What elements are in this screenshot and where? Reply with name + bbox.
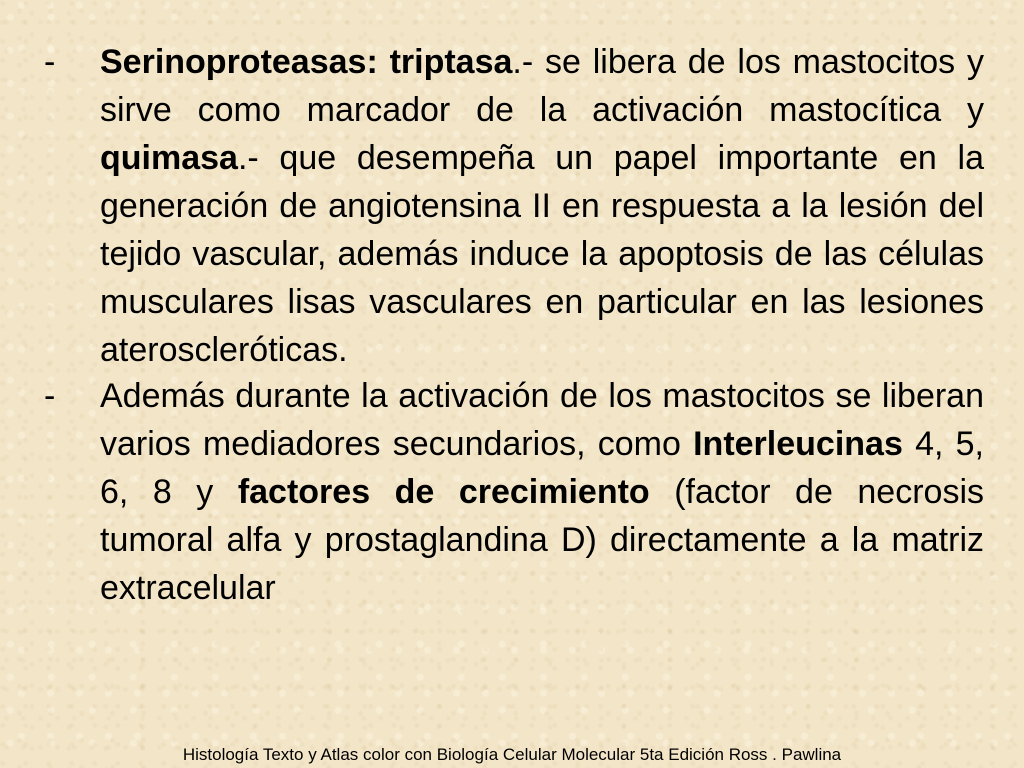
text-factores-description: (factor de necrosis tumoral alfa y prostaglandina D) directamente a la matriz extracelular bbox=[100, 473, 984, 607]
term-serinoproteasas-triptasa: Serinoproteasas: triptasa bbox=[100, 43, 513, 81]
bullet-item-mediadores bbox=[40, 372, 984, 612]
term-quimasa: quimasa bbox=[100, 139, 238, 177]
text-triptasa-description: .- se libera de los mastocitos y sirve como marcador de la activación mastocítica y bbox=[100, 43, 985, 129]
bullet-marker: - bbox=[44, 43, 56, 81]
term-factores-de-crecimiento: factores de crecimiento bbox=[237, 473, 650, 511]
text-quimasa-description: .- que desempeña un papel importante en la generación de angiotensina II en respuesta a la lesión del tejido vascular, además induce la apoptosis de las células musculares lisas vasculares en particular en las lesiones ateroscleróticas. bbox=[100, 139, 984, 369]
footer-citation: Histología Texto y Atlas color con Biología Celular Molecular 5ta Edición Ross . Pawlina bbox=[182, 745, 842, 764]
term-interleucinas: Interleucinas bbox=[693, 425, 903, 463]
bullet-list bbox=[40, 38, 984, 610]
bullet-marker: - bbox=[44, 377, 56, 415]
text-mediadores-intro: Además durante la activación de los mastocitos se liberan varios mediadores secundarios, como bbox=[100, 377, 984, 463]
bullet-item-serinoproteasas bbox=[40, 38, 984, 374]
text-interleucinas-list: 4, 5, 6, 8 y bbox=[100, 425, 984, 511]
